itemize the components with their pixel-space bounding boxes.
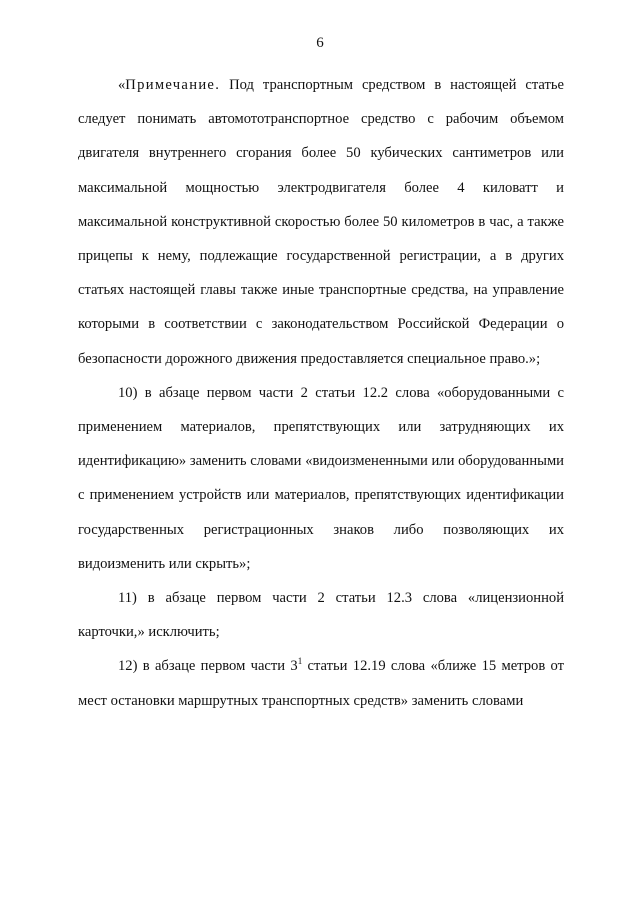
page-number: 6 [316,35,324,51]
note-paragraph [78,68,564,376]
document-body [78,68,564,718]
note-text: Под транспортным средством в настоящей статье следует понимать автомототранспортное средство с рабочим объемом двигателя внутреннего сгорания более 50 кубических сантиметров или максимальной мощностью электродвигателя более 4 киловатт и максимальной конструктивной скоростью более 50 километров в час, а также прицепы к нему, подлежащие государственной регистрации, а в других статьях настоящей главы также иные транспортные средства, на управление которыми в соответствии с законодательством Российской Федерации о безопасности дорожного движения предоставляется специальное право.»; [78,77,564,367]
item-11-paragraph: 11) в абзаце первом части 2 статьи 12.3 слова «лицензионной карточки,» исключить; [78,590,564,641]
item-12-paragraph [78,649,564,717]
note-open-quote: « [118,77,126,93]
item-12-superscript: 1 [297,656,303,667]
note-label: Примечание. [125,77,221,93]
item-12-text-start: 12) в абзаце первом части 3 [118,658,298,675]
item-12-text-end: статьи 12.19 слова «ближе 15 метров от мест остановки маршрутных транспортных средств» заменить словами [78,658,565,709]
item-10-paragraph: 10) в абзаце первом части 2 статьи 12.2 слова «оборудованными с применением материалов, препятствующих или затрудняющих их идентификацию» заменить словами «видоизмененными или оборудованными с применением устройств или материалов, препятствующих идентификации государственных регистрационных знаков либо позволяющих их видоизменить или скрыть»; [78,384,564,572]
